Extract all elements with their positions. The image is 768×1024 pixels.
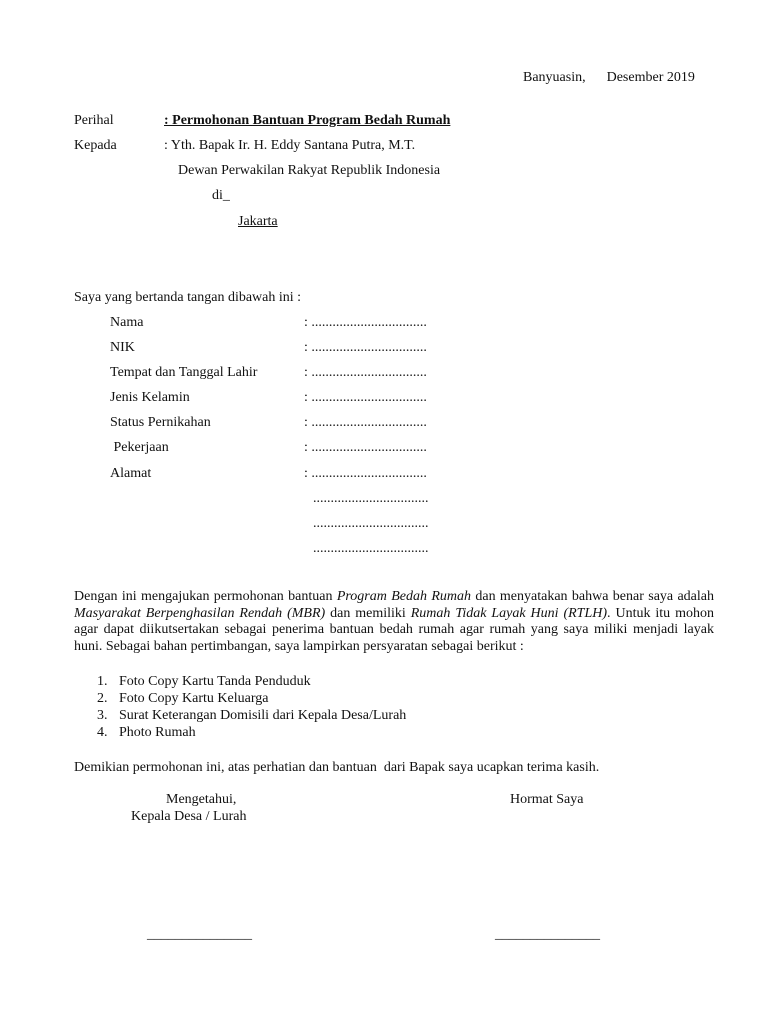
field-gender-label: Jenis Kelamin [110,390,190,405]
recipient-institution: Dewan Perwakilan Rakyat Republik Indonesia [178,163,441,178]
list-item-number: 3. [97,708,108,723]
address-line-3: ................................. [313,516,429,531]
list-item-text: Photo Rumah [119,725,196,740]
recipient-di: di_ [212,188,230,203]
field-job-label: Pekerjaan [110,440,169,455]
body-text-2: dan menyatakan bahwa benar saya adalah [471,589,715,604]
field-nama-label: Nama [110,315,144,330]
list-item [97,724,406,741]
body-text-3: dan memiliki [325,605,411,621]
body-text-1: Dengan ini mengajukan permohonan bantuan [74,589,337,604]
signature-left-role: Kepala Desa / Lurah [131,809,247,824]
intro-text: Saya yang bertanda tangan dibawah ini : [74,290,302,305]
list-item-number: 1. [97,674,108,689]
recipient-name: : Yth. Bapak Ir. H. Eddy Santana Putra, M.T. [164,138,416,153]
recipient-city: Jakarta [238,214,278,229]
kepada-label: Kepada [74,138,117,153]
field-marital-label: Status Pernikahan [110,415,211,430]
field-ttl-label: Tempat dan Tanggal Lahir [110,365,258,380]
signature-right-blank: _______________ [495,927,600,942]
requirements-list [97,673,406,741]
field-job-value: : ................................. [304,440,427,455]
signature-left-blank: _______________ [147,927,252,942]
list-item [97,690,406,707]
perihal-value: : Permohonan Bantuan Program Bedah Rumah [164,113,451,128]
field-nik-value: : ................................. [304,340,427,355]
field-ttl-value: : ................................. [304,365,427,380]
field-address-value: : ................................. [304,466,427,481]
body-text-4: . Untuk itu mohon agar dapat diikutsertakan sebagai penerima bantuan bedah rumah agar rumah yang saya miliki menjadi layak huni. Sebagai bahan pertimbangan, saya lampirkan persyaratan sebagai berikut : [74,605,714,654]
field-marital-value: : ................................. [304,415,427,430]
list-item-number: 4. [97,725,108,740]
body-mbr: Masyarakat Berpenghasilan Rendah (MBR) [74,605,326,621]
list-item-text: Foto Copy Kartu Tanda Penduduk [119,674,311,689]
address-line-4: ................................. [313,541,429,556]
list-item [97,707,406,724]
body-paragraph [74,589,714,655]
field-gender-value: : ................................. [304,390,427,405]
field-nama-value: : ................................. [304,315,427,330]
list-item-text: Foto Copy Kartu Keluarga [119,691,269,706]
signature-left-title: Mengetahui, [166,792,237,807]
body-program-name: Program Bedah Rumah [336,589,471,604]
place-date: Banyuasin, Desember 2019 [523,70,695,85]
list-item-number: 2. [97,691,108,706]
field-address-label: Alamat [110,466,152,481]
address-line-2: ................................. [313,491,429,506]
field-nik-label: NIK [110,340,135,355]
list-item-text: Surat Keterangan Domisili dari Kepala Desa/Lurah [119,708,407,723]
list-item [97,673,406,690]
body-rtlh: Rumah Tidak Layak Huni (RTLH) [410,605,608,621]
signature-right-title: Hormat Saya [510,792,584,807]
perihal-label: Perihal [74,113,114,128]
closing-text: Demikian permohonan ini, atas perhatian dan bantuan dari Bapak saya ucapkan terima kasih. [74,760,600,775]
